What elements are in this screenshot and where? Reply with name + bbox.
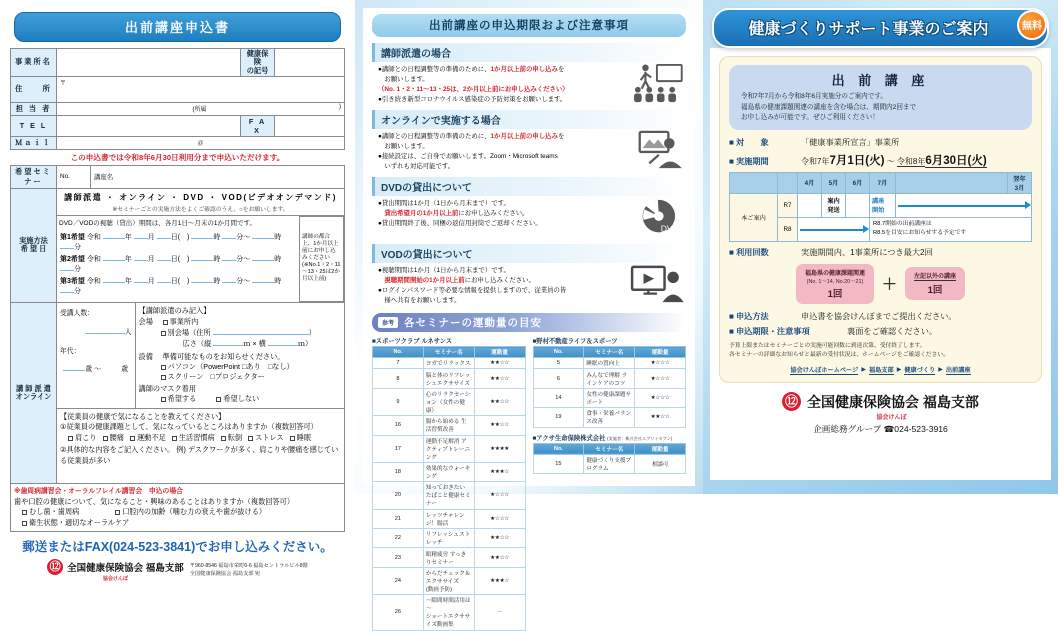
section-body-2: DVD ●貸出期間は1か月（1日から月末まで）です。 貸出希望月の1か月以上前にお申し込みください。 ●貸出期間終了後、同梱の返信用封筒でご返却ください。 [372,199,686,239]
oral-opt-1[interactable]: 口腔内の加齢（噛む力の衰えや歯が抜ける） [122,507,267,517]
cell-exercise: ★★★☆ [474,462,525,481]
venue-label: 会場 [138,317,153,327]
seminar-table-right-wrap [533,336,687,631]
table-row [373,369,526,388]
mail-label: Ｍａｉｌ [11,136,57,149]
guide-item-method [729,311,1032,322]
col-ex-2: 運動量 [635,443,686,454]
cell-name: 睡眠の質向上 [584,358,635,369]
seminar-table-2-body [533,454,686,473]
notes-section-online [372,110,686,172]
size-label: 広さ（縦 [182,339,212,349]
col-no-2: No. [533,443,584,454]
crumb-3[interactable]: 出前講座 [945,366,971,374]
guide-key-method: ■ 申込方法 [729,311,801,322]
kyokai-logo-icon-guide: ⑫ [782,392,801,411]
cell-exercise: ★★☆☆ [474,548,525,567]
count-title-0: 福島県の健康課題関連 [804,270,865,277]
attendees-label: 受講人数： [60,309,94,317]
equip-opt-0[interactable]: パソコン（PowerPoint □あり □なし） [167,362,294,372]
fine-line-0: 予算上限またはセミナーごとの実施可能回数に到達次第、受付終了します。 [729,342,926,349]
table-row [533,369,686,388]
guide-key-target: ■ 対 象 [729,137,801,148]
oral-question: 歯や口腔の健康について、気になること・興味のあることはありますか（複数回答可） [14,496,295,506]
sched-r8-arrow [798,217,870,241]
method-cell [57,188,345,215]
online-icon [626,130,684,172]
section-head-0: 講師派遣の場合 [372,43,686,62]
pref1-label: 第1希望 [60,234,85,242]
tel-input[interactable] [57,115,241,136]
breadcrumb [729,365,1032,375]
cell-name: ヨガでリラックス [423,358,474,369]
cell-exercise: ★★★★ [474,435,525,462]
svg-text:DVD: DVD [660,223,679,234]
crumb-sep-1: ▶ [896,367,902,374]
seminar-table-1 [533,346,687,428]
guide-title: 健康づくりサポート事業のご案内 [712,8,1049,48]
cell-no: 7 [373,358,424,369]
table-row [373,482,526,509]
guide-item-count [729,247,1032,258]
cell-exercise: ★★☆☆ [474,369,525,388]
cell-no: 14 [533,388,584,407]
sched-head-year [778,172,798,193]
cell-name: みんなで理解 ラインケアのコツ [584,369,635,388]
guide-panel [703,0,1058,494]
health-opt-3[interactable]: 生活習慣病 [178,432,215,442]
cell-exercise: ★★☆☆ [474,388,525,415]
guide-val-count: 実施期間内、1事業所につき最大2回 [801,247,933,257]
address-label: 住 所 [11,76,57,102]
venue-opt-1[interactable]: 別会場（住所 [167,327,211,337]
cell-name: 効果的なウォーキング [423,462,474,481]
reference-title: 各セミナーの運動量の目安 [404,317,543,329]
guide-key-count: ■ 利用回数 [729,247,801,258]
form-title: 出前講座申込書 [14,12,341,42]
table-row [373,416,526,435]
cell-name: 女性の健康課題サポート [584,388,635,407]
crumb-sep-2: ▶ [938,367,943,374]
cell-exercise: ★★☆☆ [474,529,525,548]
section-head-2: DVDの貸出について [372,177,686,196]
cell-exercise: ★☆☆☆ [474,509,525,528]
mask-label: 講師のマスク着用 [138,383,197,393]
seminar-table-1-caption: ■野村不動産ライフ＆スポーツ [532,338,618,345]
vod-icon [626,264,684,306]
count-num-1: 1回 [927,285,943,297]
cell-no: 24 [373,567,424,594]
free-badge: 無料 [1017,10,1047,40]
guide-footer-org-sub: 協会けんぽ [876,414,907,421]
guide-item-deadline [729,326,1032,337]
cell-no: 26 [373,595,424,630]
col-name-0: セミナー名 [423,347,474,358]
footer-cta: 郵送またはFAX(024-523-3841)でお申し込みください。 [22,540,333,555]
oral-head: ※歯周病講習会・オーラルフレイル講習会 申込の場合 [14,487,183,495]
crumb-sep-0: ▶ [861,367,866,374]
col-name-2: セミナー名 [584,443,635,454]
cell-exercise: ★☆☆☆ [635,388,686,407]
sched-row-label: 本ご案内 [730,193,778,241]
section-body-0: ●講師との日程調整等の準備のために、1か月以上前の申し込みを お願いします。 （No. 1・2・11～13・25は、2か月以上前にお申し込みください） ●引き続き新型コロナウイルス感染症の予防対策をお願いします。 [372,65,686,105]
guide-key-deadline: ■ 申込期限・注意事項 [729,326,847,337]
notes-section-dvd [372,177,686,239]
pref-row-2: 第2希望 令和 年 月 日( ) 時 分～ 時 分 [60,256,282,274]
count-breakdown [729,264,1032,304]
sched-r8-year: R8 [778,217,798,241]
mask-opt-1[interactable]: 希望しない [223,394,260,404]
fine-print [729,342,1032,361]
table-row [533,388,686,407]
mask-opt-0[interactable]: 希望する [167,394,197,404]
fax-label: F A X [241,115,275,136]
cell-exercise: ★★☆☆ [635,408,686,427]
cell-exercise: ★★☆☆ [474,416,525,435]
seminar-tables [372,336,686,631]
crumb-0[interactable]: 協会けんぽホームページ [790,366,859,374]
guide-cream-box [719,56,1042,383]
guide-val-deadline: 裏面をご確認ください。 [847,326,938,336]
crumb-1[interactable]: 福島支部 [868,366,894,374]
contact-input[interactable] [57,102,345,115]
fax-input[interactable] [275,115,345,136]
health-options[interactable] [60,433,341,443]
sched-head-mid [896,172,1008,193]
col-no-0: No. [373,347,424,358]
health-opt-4[interactable]: 転倒 [227,432,243,442]
sched-head-next-mar: 翌年 3月 [1008,172,1032,193]
venue-head: 【講師派遣のみ記入】 [138,305,211,315]
cell-no: 8 [373,369,424,388]
seminar-table-0-caption: ■スポーツクラブ ルネサンス [372,338,453,345]
footer-org-name: 全国健康保険協会 福島支部 [67,563,184,575]
era-token: 令和 [86,234,101,242]
contact-dept-close: ) [339,104,341,111]
section-head-3: VODの貸出について [372,244,686,263]
tel-label: T E L [11,115,57,136]
count-box-0 [796,264,874,304]
cell-exercise: － [474,595,525,630]
form-footer-org [10,559,345,582]
sched-r8-note: R8.7開始の出前講座は R8.5を目安にお知らせする予定です [870,217,1032,241]
table-row [373,388,526,415]
count-num-0: 1回 [827,288,843,300]
address-input[interactable] [57,76,345,102]
age-range[interactable]: 歳 ～ 歳 [85,365,129,373]
sched-r7-arrow [896,193,1032,217]
guide-footer-org: 全国健康保険協会 福島支部 [807,393,979,410]
seminar-table-2-caption-text: ■アクサ生命保険株式会社 [532,434,606,442]
dvd-period-note: DVD／VODの視聴（貸出）期間は、各月1日～月末の1か月間です。 [59,220,257,228]
sched-r7-may: 案内 発送 [822,193,846,217]
table-row [533,454,686,473]
seminar-table-0-wrap [372,336,526,631]
table-row [373,548,526,567]
cell-no: 20 [373,482,424,509]
reference-tag: 参考 [378,317,398,328]
lead-title: 出 前 講 座 [831,73,930,88]
lead-box [729,65,1032,130]
cell-no: 17 [373,435,424,462]
cell-no: 21 [373,509,424,528]
cell-exercise: ★★☆☆ [474,358,525,369]
kyokai-logo-icon: ⑫ [47,559,63,575]
guide-card [710,48,1051,480]
footer-address: 〒960-8546 福島市栄町6-6 福島セントラルビル8階 全国健康保険協会 福島支部 宛 [189,563,308,577]
equip-opt-1[interactable]: スクリーン □プロジェクター [167,372,265,382]
table-row [373,358,526,369]
notes-title: 出前講座の申込期限および注意事項 [372,14,686,37]
fine-line-1: 各セミナーの詳細なお知らせと最新の受付状況は、ホームページをご確認ください。 [729,352,949,359]
footer-org-sub: 協会けんぽ [102,576,128,583]
health-q1: ①従業員の健康課題として、気になっているところはありますか（複数回答可） [60,422,318,432]
col-no-1: No. [533,347,584,358]
col-name-1: セミナー名 [584,347,635,358]
section-head-1: オンラインで実施する場合 [372,110,686,129]
lead-line-0: 令和7年7月から令和8年6月実施分のご案内です。 [741,93,888,100]
sched-head-blank [730,172,778,193]
cell-no: 16 [373,416,424,435]
sched-head-may: 5月 [822,172,846,193]
cell-name: レッツチャレンジ！腸活 [423,509,474,528]
cell-name: 腸から始める 生活習慣改善 [423,416,474,435]
col-ex-0: 運動量 [474,347,525,358]
seminar-selection-table: 希望セミナー No. 講座名 実施方法 希 望 日 講師派遣 ・ オンライン ・ DVD ・ VOD(ビデオオンデマンド) ※セミナーごとの実施方法をよくご確認のうえ、○をお願いします。 DVD／VODの視聴（貸出）期間は、各月1日～月末の1か月間です。 第1希望 令和 年 月 日( ) 時 分～ 時 分 第2希望 令和 年 月 日( ) 時 分～ 時 分 第3希望 令和 年 月 日( ) 時 分～ 時 分 講師の都合上、1か月以上前にお申し込みください (※No.1・2・11～13・25は2か月以上前) 講 師 派 遣 オンライン 受講人数： 人 年代： 歳 ～ 歳 【講師派遣のみ記入】 会場 事業所内 別会場（住所 ） 広さ（縦 ｍ × 横 ｍ） 設備 準備可能なものをお知らせください。 パソコン（PowerPoint □あり □なし） スクリーン □プロジェクター 講師のマスク着用 希望する 希望しない 【従業員の健康で気になることを教えてください】 ①従業員の健康課題として、気になっているところはありますか（複数回答可） 肩こり 腰痛 運動不足 生活習慣病 転倒 ストレス 睡眠 ②具体的な内容をご記入ください。 例) デスクワークが多く、肩こりや腰痛を感じている従業員が多い ※歯周病講習会・オーラルフレイル講習会 申込の場合 歯や口腔の健康について、気になること・興味のあることはありますか（複数回答可） むし歯・歯周病 口腔内の加齢（噛む力の衰えや歯が抜ける） 衛生状態・適切なオーラルケア [10,165,345,532]
cell-name: 眼精疲労 すっきりセミナー [423,548,474,567]
count-sub-0: (No. 1～14, No.20～21) [806,278,864,285]
pref-row-1: 第1希望 令和 年 月 日( ) 時 分～ 時 分 [60,234,282,252]
pref3-label: 第3希望 [60,278,85,286]
guide-val-method: 申込書を協会けんぽまでご提出ください。 [801,311,957,321]
cell-name: 健康づくり支援プログラム [584,454,635,473]
sched-r7-apr [798,193,822,217]
cell-name: 脳と体のリフレッシュエクササイズ [423,369,474,388]
health-opt-5[interactable]: ストレス [255,432,284,442]
seminar-table-2-caption [533,433,687,442]
attendees-unit[interactable]: 人 [124,328,132,336]
seminar-table-1-body [533,358,686,428]
health-opt-2[interactable]: 運動不足 [136,432,166,442]
guide-footer-dept: 企画総務グループ ☎024-523-3916 [813,423,948,434]
sched-head-jul: 7月 [870,172,896,193]
sched-r7-jul: 講座 開始 [870,193,896,217]
cell-exercise: ★★★☆ [474,567,525,594]
table-row [373,567,526,594]
cell-exercise: ★☆☆☆ [635,358,686,369]
venue-opt-0[interactable]: 事業所内 [169,317,199,327]
lecture-icon [626,63,684,105]
dispatch-label: 講 師 派 遣 オンライン [11,302,57,483]
count-box-1 [905,267,965,300]
cell-exercise: 相談可 [635,454,686,473]
seminar-table-0 [372,346,526,631]
table-row [533,358,686,369]
seminar-table-2 [533,443,687,474]
oral-opt-2[interactable]: 衛生状態・適切なオーラルケア [29,517,130,527]
method-sub-note: ※セミナーごとの実施方法をよくご確認のうえ、○をお願いします。 [112,206,289,213]
cell-no: 19 [533,408,584,427]
health-head: 【従業員の健康で気になることを教えてください】 [60,411,226,421]
lead-time-side-note: 講師の都合上、1か月以上前にお申し込みください (※No.1・2・11～13・25は2か月以上前) [302,234,341,283]
lead-line-2: お申し込みが可能です。ぜひご利用ください！ [741,114,879,122]
plus-sign: ＋ [881,276,897,294]
notes-section-vod [372,244,686,306]
table-row [373,509,526,528]
cell-no: 5 [533,358,584,369]
application-form-panel [0,0,355,583]
cell-no: 22 [373,529,424,548]
seminar-no-label: No. [57,165,91,188]
section-body-1: ●講師との日程調整等の準備のために、1か月以上前の申し込みを お願いします。 ●接続設定は、ご自身でお願いします。Zoom・Microsoft teams いずれも対応可能です。 [372,132,686,172]
sched-head-jun: 6月 [846,172,870,193]
cell-no: 9 [373,388,424,415]
insurance-symbol-label: 健康保険 の記号 [241,49,275,77]
insurance-symbol-input[interactable] [275,49,345,77]
cell-name: リフレッシュストレッチ [423,529,474,548]
guide-footer [719,392,1042,435]
age-label: 年代： [60,347,81,355]
guide-val-target: 「健康事業所宣言」事業所 [801,137,900,147]
office-name-label: 事業所名 [11,49,57,77]
cell-name: ～隙間時間活用は～ ショートエクササイズ動画集 [423,595,474,630]
guide-item-period [729,152,1032,168]
pref2-label: 第2希望 [60,256,85,264]
schedule-table [729,172,1032,242]
seminar-name-label: 講座名 [91,165,345,188]
table-row [373,462,526,481]
wish-seminar-label: 希望セミナー [11,165,57,188]
method-label: 実施方法 希 望 日 [11,188,57,302]
cell-no: 18 [373,462,424,481]
health-opt-6[interactable]: 睡眠 [296,432,312,442]
cell-name: 食事・栄養バランス改善 [584,408,635,427]
guide-val-period: 令和7年7月1日(火) ～ 令和8年6月30日(火) [801,154,987,167]
table-row [533,408,686,427]
health-opt-0[interactable]: 肩こり [75,432,97,442]
cell-name: 知っておきたい たばこと健康セミナー [423,482,474,509]
table-row [373,435,526,462]
office-info-table [10,48,345,150]
cell-no: 23 [373,548,424,567]
cell-no: 6 [533,369,584,388]
deadline-note: この申込書では令和8年6月30日利用分まで申込いただけます。 [70,152,285,162]
crumb-2[interactable]: 健康づくり [904,366,936,374]
mail-at-symbol: ＠ [197,141,204,148]
preference-block [57,216,300,301]
equip-label: 設備 [138,351,153,361]
sched-r7-jun [846,193,870,217]
reference-bar [372,313,686,332]
dvd-icon [626,197,684,239]
equip-note: 準備可能なものをお知らせください。 [162,351,285,361]
guide-item-target [729,137,1032,148]
preference-rows[interactable] [57,229,299,301]
sched-head-apr: 4月 [798,172,822,193]
notes-panel [355,0,703,629]
cell-exercise: ★☆☆☆ [474,482,525,509]
contact-dept-label: (所属 [192,107,207,114]
section-body-3: ●視聴期間は1か月（1日から月末まで）です。 視聴期間開始の1か月以上前にお申し込みください。 ●ログインパスワード等必要な情報を提供しますので、従業員の皆 様へ共有をお願いします。 [372,266,686,306]
cell-name: 運動不足解消 アクティブトレーニング [423,435,474,462]
lead-line-1: 福島県の健康課題関連の講座を含む場合は、期間内2回まで [741,103,917,111]
seminar-table-2-caption-note: (実施者：株式会社エブリイセブン) [607,435,673,441]
health-opt-1[interactable]: 腰痛 [109,432,124,442]
health-q2[interactable]: ②具体的な内容をご記入ください。 例) デスクワークが多く、肩こりや腰痛を感じている従業員が多い [60,445,339,465]
notes-section-lecture [372,43,686,105]
cell-name: からだチェック＆エクササイズ (動画予防) [423,567,474,594]
sched-r7-year: R7 [778,193,798,217]
contact-label: 担 当 者 [11,102,57,115]
guide-key-period: ■ 実施期間 [729,156,801,167]
pref-row-3: 第3希望 令和 年 月 日( ) 時 分～ 時 分 [60,278,282,296]
table-row [373,529,526,548]
table-row [373,595,526,630]
postal-mark: 〒 [60,80,67,87]
office-name-input[interactable] [57,49,241,77]
count-title-1: 左記以外の講座 [914,271,956,281]
mail-input[interactable] [57,136,345,149]
cell-exercise: ★☆☆☆ [635,369,686,388]
method-options[interactable]: 講師派遣 ・ オンライン ・ DVD ・ VOD(ビデオオンデマンド) [64,192,337,202]
cell-no: 15 [533,454,584,473]
col-ex-1: 運動量 [635,347,686,358]
oral-opt-0[interactable]: むし歯・歯周病 [29,507,80,517]
cell-name: 心のリラクセーション（女性の健康） [423,388,474,415]
